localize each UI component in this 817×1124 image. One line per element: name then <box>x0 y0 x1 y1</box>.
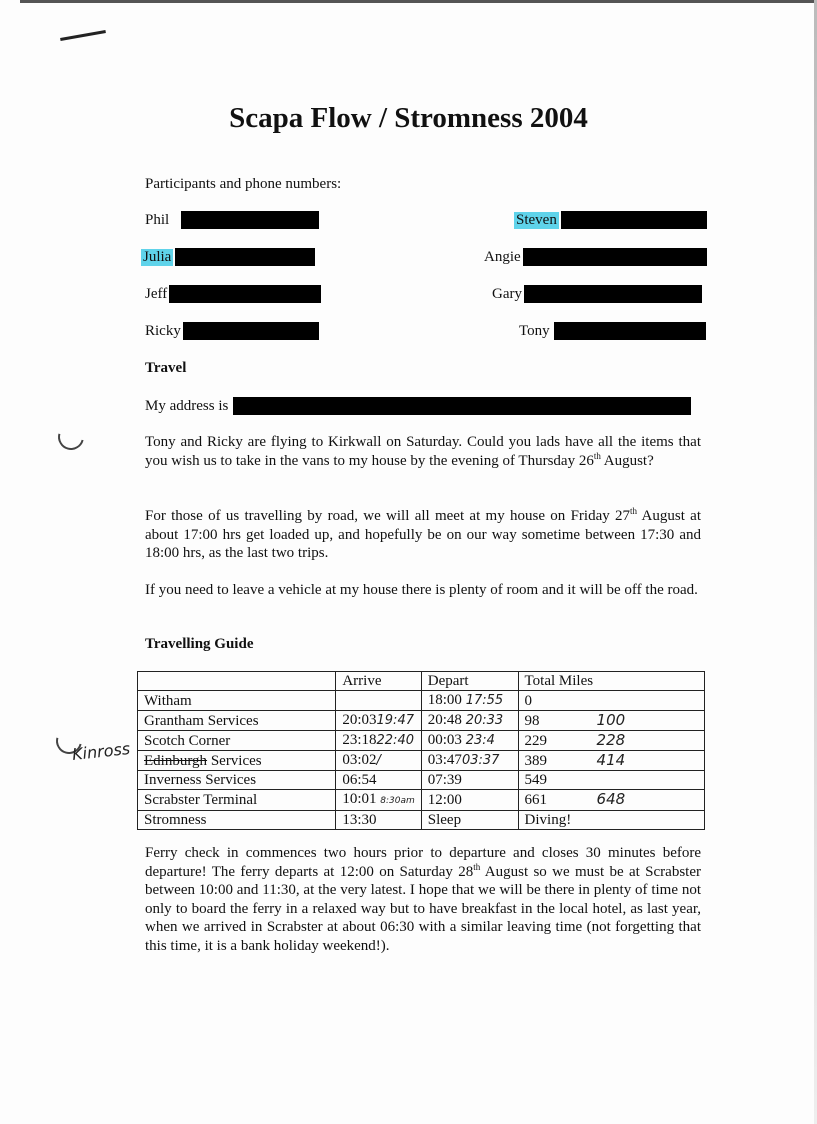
redaction-block <box>169 285 321 303</box>
table-row <box>138 811 705 830</box>
handwritten-note: 20:33 <box>465 713 504 728</box>
redaction-block <box>561 211 707 229</box>
participant-julia <box>141 247 315 267</box>
table-cell-depart: 03:4703:37 <box>421 751 518 771</box>
table-header-row <box>138 672 705 691</box>
table-cell-miles: 549 <box>518 771 704 790</box>
redaction-block <box>233 397 691 415</box>
document-title: Scapa Flow / Stromness 2004 <box>229 102 588 134</box>
handwritten-margin-note: Kinross <box>71 739 131 764</box>
address-label: My address is <box>145 397 229 414</box>
table-header: Total Miles <box>518 672 704 691</box>
participant-name: Angie <box>484 248 521 265</box>
table-cell-arrive: 13:30 <box>336 811 421 830</box>
handwritten-note: 228 <box>596 731 626 749</box>
table-row <box>138 731 705 751</box>
table-row <box>138 691 705 711</box>
table-row <box>138 751 705 771</box>
participant-name: Steven <box>516 211 557 228</box>
table-cell-depart: 12:00 <box>421 790 518 811</box>
table-header: Arrive <box>336 672 421 691</box>
struck-text: Edinburgh <box>144 752 208 769</box>
table-cell-place: Witham <box>138 691 336 711</box>
paragraph-ferry: Ferry check in commences two hours prior to departure and closes 30 minutes before departure! The ferry departs at 12:00 on Saturday 28th August so we must be at Scrabster between 10:00 and 11:30, at the very latest. I hope that we will be there in plenty of time not only to board the ferry in a relaxed way but to have breakfast in the local hotel, as last year, when we arrived in Scrabster at about 06:30 with a similar leaving time (not forgetting that this time, it is a bank holiday weekend!). <box>145 845 701 954</box>
redaction-block <box>181 211 319 229</box>
table-cell-miles: 0 <box>518 691 704 711</box>
table-cell-place: Edinburgh Services <box>138 751 336 771</box>
paragraph-parking: If you need to leave a vehicle at my house there is plenty of room and it will be off the road. <box>145 582 698 598</box>
participant-name: Gary <box>492 285 522 302</box>
table-cell-miles: Diving! <box>518 811 704 830</box>
table-cell-depart: 20:48 20:33 <box>421 711 518 731</box>
participant-gary <box>492 284 702 304</box>
handwritten-note: 22:40 <box>376 733 414 748</box>
redaction-block <box>524 285 702 303</box>
participant-phil <box>145 210 319 230</box>
punch-hole-icon <box>53 419 89 455</box>
redaction-block <box>175 248 315 266</box>
participants-heading: Participants and phone numbers: <box>145 176 342 192</box>
table-row <box>138 711 705 731</box>
participant-steven <box>514 210 707 230</box>
page-top-edge <box>20 0 817 3</box>
redaction-block <box>523 248 707 266</box>
paragraph-meeting: For those of us travelling by road, we will all meet at my house on Friday 27th August at about 17:00 hrs get loaded up, and hopefully be on our way sometime between 17:30 and 18:00 hrs, as the last two trips. <box>145 506 701 561</box>
participant-name: Tony <box>519 322 550 339</box>
participant-angie <box>484 247 707 267</box>
participant-name: Julia <box>143 248 172 265</box>
table-cell-place: Grantham Services <box>138 711 336 731</box>
table-cell-place: Inverness Services <box>138 771 336 790</box>
table-cell-depart: Sleep <box>421 811 518 830</box>
table-cell-arrive: 03:02/ <box>336 751 421 771</box>
table-header <box>138 672 336 691</box>
paragraph-flights: Tony and Ricky are flying to Kirkwall on Saturday. Could you lads have all the items that you wish us to take in the vans to my house by the evening of Thursday 26th August? <box>145 434 701 469</box>
redaction-block <box>554 322 706 340</box>
table-cell-place: Scrabster Terminal <box>138 790 336 811</box>
table-cell-arrive: 06:54 <box>336 771 421 790</box>
table-cell-arrive: 23:1822:40 <box>336 731 421 751</box>
participant-name: Jeff <box>145 285 168 302</box>
pen-mark <box>60 30 106 41</box>
participant-jeff <box>145 284 321 304</box>
handwritten-note: 8:30am <box>380 796 415 806</box>
participant-name: Phil <box>145 211 170 228</box>
table-cell-depart: 07:39 <box>421 771 518 790</box>
travel-heading: Travel <box>145 360 187 376</box>
table-header: Depart <box>421 672 518 691</box>
participant-tony <box>519 321 706 341</box>
travel-table <box>137 671 705 830</box>
handwritten-note: 03:37 <box>461 753 500 768</box>
table-cell-arrive <box>336 691 421 711</box>
table-cell-arrive: 20:0319:47 <box>336 711 421 731</box>
table-row <box>138 790 705 811</box>
table-cell-miles: 389 414 <box>518 751 704 771</box>
participant-ricky <box>145 321 319 341</box>
table-cell-depart: 18:00 17:55 <box>421 691 518 711</box>
table-cell-place: Stromness <box>138 811 336 830</box>
redaction-block <box>183 322 319 340</box>
table-cell-place: Scotch Corner <box>138 731 336 751</box>
table-cell-arrive: 10:01 8:30am <box>336 790 421 811</box>
table-cell-miles: 661 648 <box>518 790 704 811</box>
participant-name: Ricky <box>145 322 181 339</box>
table-cell-miles: 98 100 <box>518 711 704 731</box>
handwritten-note: 19:47 <box>376 713 414 728</box>
address-line <box>145 396 691 416</box>
table-cell-depart: 00:03 23:4 <box>421 731 518 751</box>
handwritten-note: 17:55 <box>465 693 504 708</box>
handwritten-note: 648 <box>596 790 626 808</box>
table-cell-miles: 229 228 <box>518 731 704 751</box>
handwritten-note: 100 <box>596 711 626 729</box>
handwritten-note: / <box>376 753 381 768</box>
travelling-guide-heading: Travelling Guide <box>145 636 254 652</box>
handwritten-note: 414 <box>596 751 626 769</box>
table-row <box>138 771 705 790</box>
handwritten-note: 23:4 <box>465 733 495 748</box>
